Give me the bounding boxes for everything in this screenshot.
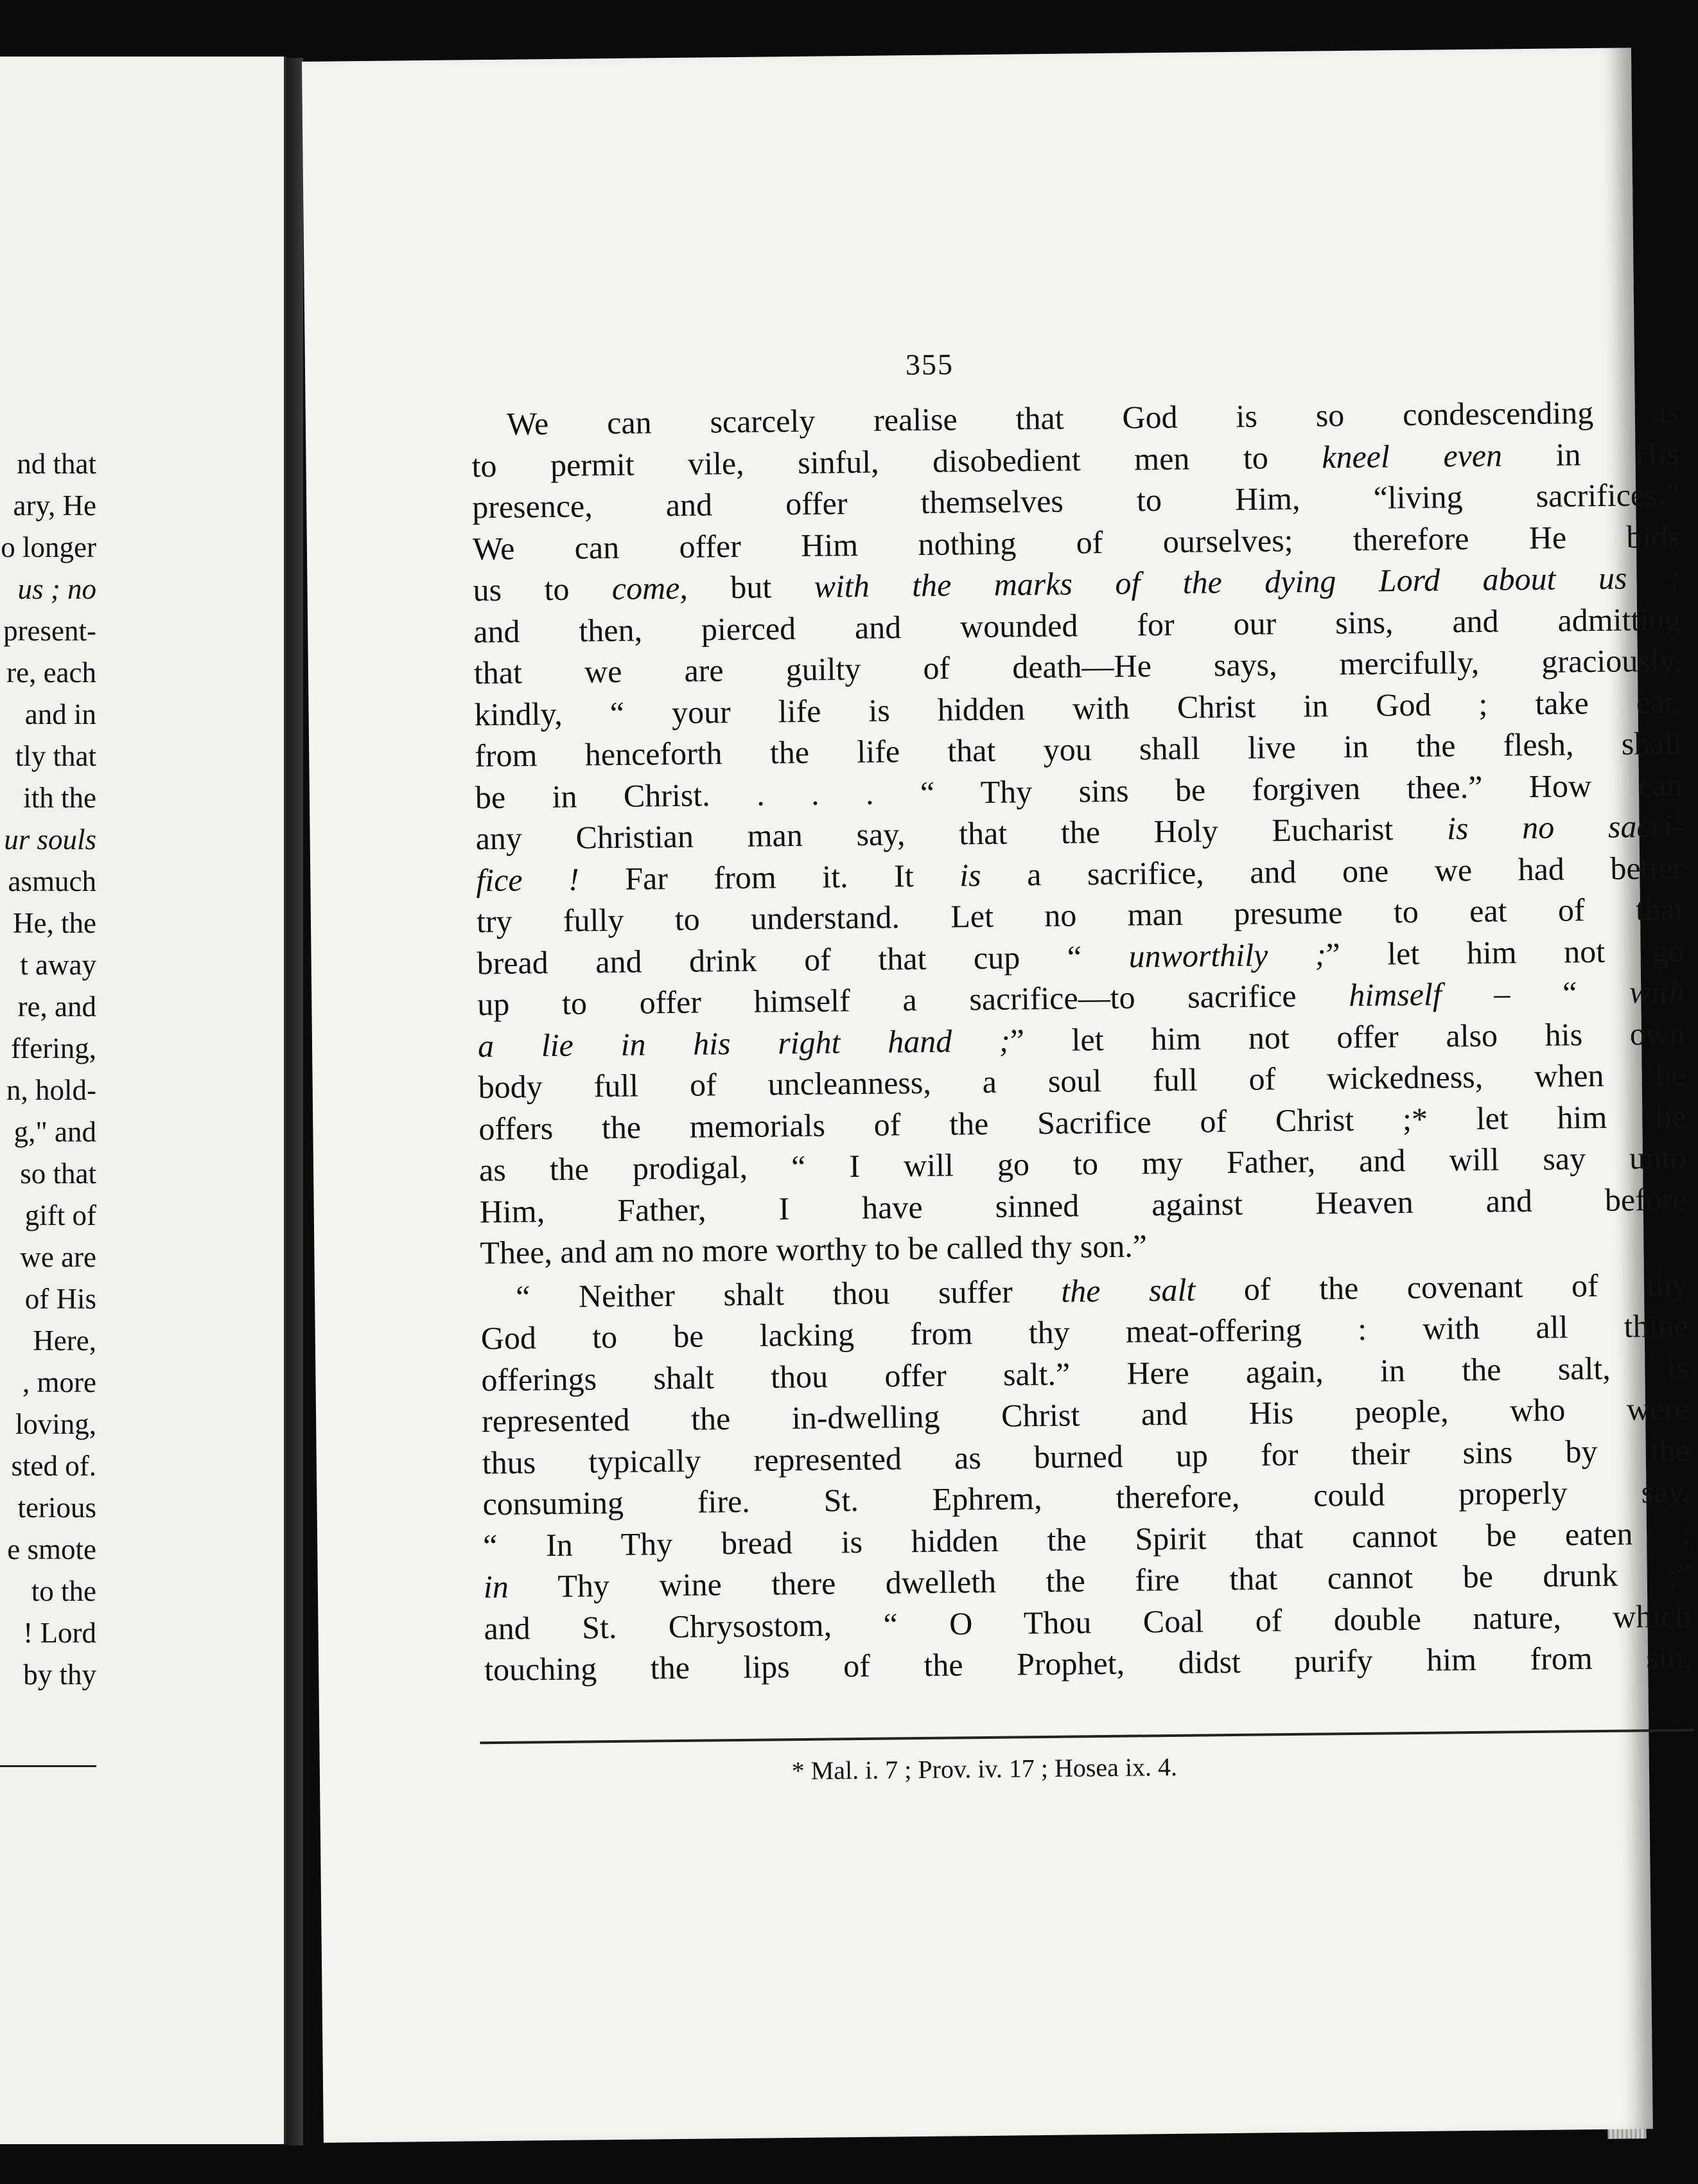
text-run: “ In Thy bread is hidden the Spirit that cannot be eaten ; — [482, 1514, 1691, 1563]
left-page-line: to the — [31, 1575, 96, 1607]
text-run: presence, and offer themselves to Him, “living sacrifices.” — [471, 476, 1680, 525]
footnote: * Mal. i. 7 ; Prov. iv. 17 ; Hosea ix. 4. — [791, 1752, 1178, 1786]
italic-text: is no sacri- — [1446, 807, 1683, 847]
text-run: “ Neither shalt thou suffer — [515, 1273, 1062, 1315]
italic-text: fice ! — [476, 861, 580, 898]
text-run: be in Christ. . . . “ Thy sins be forgiven thee.” How can — [475, 766, 1683, 815]
left-page-line: gift of — [24, 1199, 96, 1231]
text-run: God to be lacking from thy meat-offering : with all thine — [480, 1307, 1689, 1357]
text-run: Far from it. It — [579, 856, 960, 897]
left-page-line: ur souls — [4, 823, 96, 856]
left-page-line: t away — [20, 949, 96, 981]
left-page-line: e smote — [7, 1533, 96, 1565]
left-page-line: ith the — [23, 782, 96, 814]
text-run: from henceforth the life that you shall live in the flesh, shall — [475, 725, 1683, 774]
left-page-line: , more — [22, 1366, 96, 1398]
italic-text: with — [1629, 973, 1685, 1010]
left-page-line: o longer — [1, 531, 96, 563]
text-run: as the prodigal, “ I will go to my Father, and will say unto — [478, 1139, 1687, 1188]
left-page-line: re, each — [6, 656, 96, 689]
left-page-line: ! Lord — [23, 1617, 96, 1649]
text-run: and St. Chrysostom, “ O Thou Coal of double nature, which — [484, 1597, 1692, 1646]
page-number: 355 — [905, 348, 954, 382]
body-text — [471, 391, 1692, 1691]
text-run: Thee, and am no more worthy to be called thy son.” — [480, 1228, 1148, 1271]
italic-text: is — [959, 856, 981, 893]
left-page-line: n, hold- — [6, 1074, 96, 1106]
left-page-line: ffering, — [11, 1032, 96, 1064]
left-page-line: and in — [24, 698, 96, 730]
left-page-line: by thy — [23, 1659, 96, 1691]
left-page-line: Here, — [33, 1325, 96, 1357]
left-page-footnote-rule — [0, 1765, 96, 1767]
left-page-line: present- — [3, 615, 96, 647]
italic-text: himself — [1349, 976, 1442, 1014]
text-run: but — [687, 568, 814, 606]
text-run: try fully to understand. Let no man presume to eat of that — [476, 890, 1685, 940]
text-run: Him, Father, I have sinned against Heaven and before — [479, 1181, 1687, 1229]
left-page-line: of His — [24, 1283, 96, 1315]
text-run: ” let him not go — [1326, 932, 1685, 972]
book-gutter — [286, 58, 303, 2145]
right-page — [302, 48, 1692, 2142]
text-run: a sacrifice, and one we had better — [981, 849, 1684, 893]
left-page-line: asmuch — [8, 865, 96, 897]
left-page-line: so that — [20, 1158, 96, 1190]
text-run: represented the in-dwelling Christ and His people, who were — [481, 1390, 1690, 1440]
text-run: touching the lips of the Prophet, didst purify him from sin, — [484, 1639, 1692, 1688]
left-page-line: us ; no — [17, 573, 96, 605]
text-run: thus typically represented as burned up for their sins by the — [482, 1431, 1690, 1481]
left-page-line: we are — [20, 1241, 96, 1273]
left-page-line: g," and — [13, 1116, 96, 1148]
left-page-line: nd that — [17, 448, 96, 480]
text-run: body full of uncleanness, a soul full of wickedness, when he — [478, 1056, 1686, 1105]
left-page-line: ary, He — [13, 489, 96, 522]
text-run: that we are guilty of death—He says, mercifully, graciously, — [473, 642, 1682, 691]
text-run: bread and drink of that cup “ — [477, 938, 1129, 981]
left-page-text — [0, 443, 96, 1696]
text-run: consuming fire. St. Ephrem, therefore, could properly say, — [482, 1473, 1690, 1522]
left-facing-page — [0, 57, 286, 2144]
footnote-rule — [480, 1729, 1694, 1744]
text-run: – “ — [1441, 974, 1630, 1012]
text-run: We can offer Him nothing of ourselves; therefore He bids — [472, 518, 1681, 567]
italic-text: in — [483, 1568, 509, 1605]
left-page-line: re, and — [17, 991, 96, 1023]
left-page-line: loving, — [15, 1408, 96, 1440]
italic-text: with the marks of the dying Lord about us ; — [814, 559, 1681, 604]
text-run: Thy wine there dwelleth the fire that cannot be drunk ;” — [508, 1556, 1692, 1605]
italic-text: kneel even — [1322, 436, 1503, 475]
italic-text: unworthily ; — [1128, 935, 1326, 974]
text-run: offerings shalt thou offer salt.” Here again, in the salt, is — [481, 1349, 1689, 1398]
left-page-line: terious — [17, 1492, 96, 1524]
italic-text: the salt — [1061, 1271, 1196, 1309]
italic-text: a lie in his right hand ; — [477, 1022, 1010, 1064]
text-run: us to — [473, 570, 613, 608]
text-run: any Christian man say, that the Holy Eucharist — [475, 810, 1448, 857]
left-page-line: tly that — [15, 740, 96, 772]
italic-text: come, — [611, 569, 688, 606]
text-run: to permit vile, sinful, disobedient men to — [471, 438, 1322, 484]
text-run: of the covenant of thy — [1195, 1266, 1688, 1308]
text-run: offers the memorials of the Sacrifice of Christ ;* let him be — [478, 1098, 1686, 1147]
left-page-line: He, the — [13, 907, 96, 939]
text-run: ” let him not offer also his own — [1010, 1015, 1686, 1059]
text-run: up to offer himself a sacrifice—to sacrifice — [477, 977, 1349, 1023]
text-run: We can scarcely realise that God is so condescending as — [506, 393, 1679, 442]
left-page-line: sted of. — [11, 1450, 96, 1482]
text-run: in His — [1501, 435, 1679, 473]
text-run: and then, pierced and wounded for our sins, and admitting — [473, 601, 1681, 649]
text-run: kindly, “ your life is hidden with Christ in God ; take eat, — [474, 683, 1682, 732]
